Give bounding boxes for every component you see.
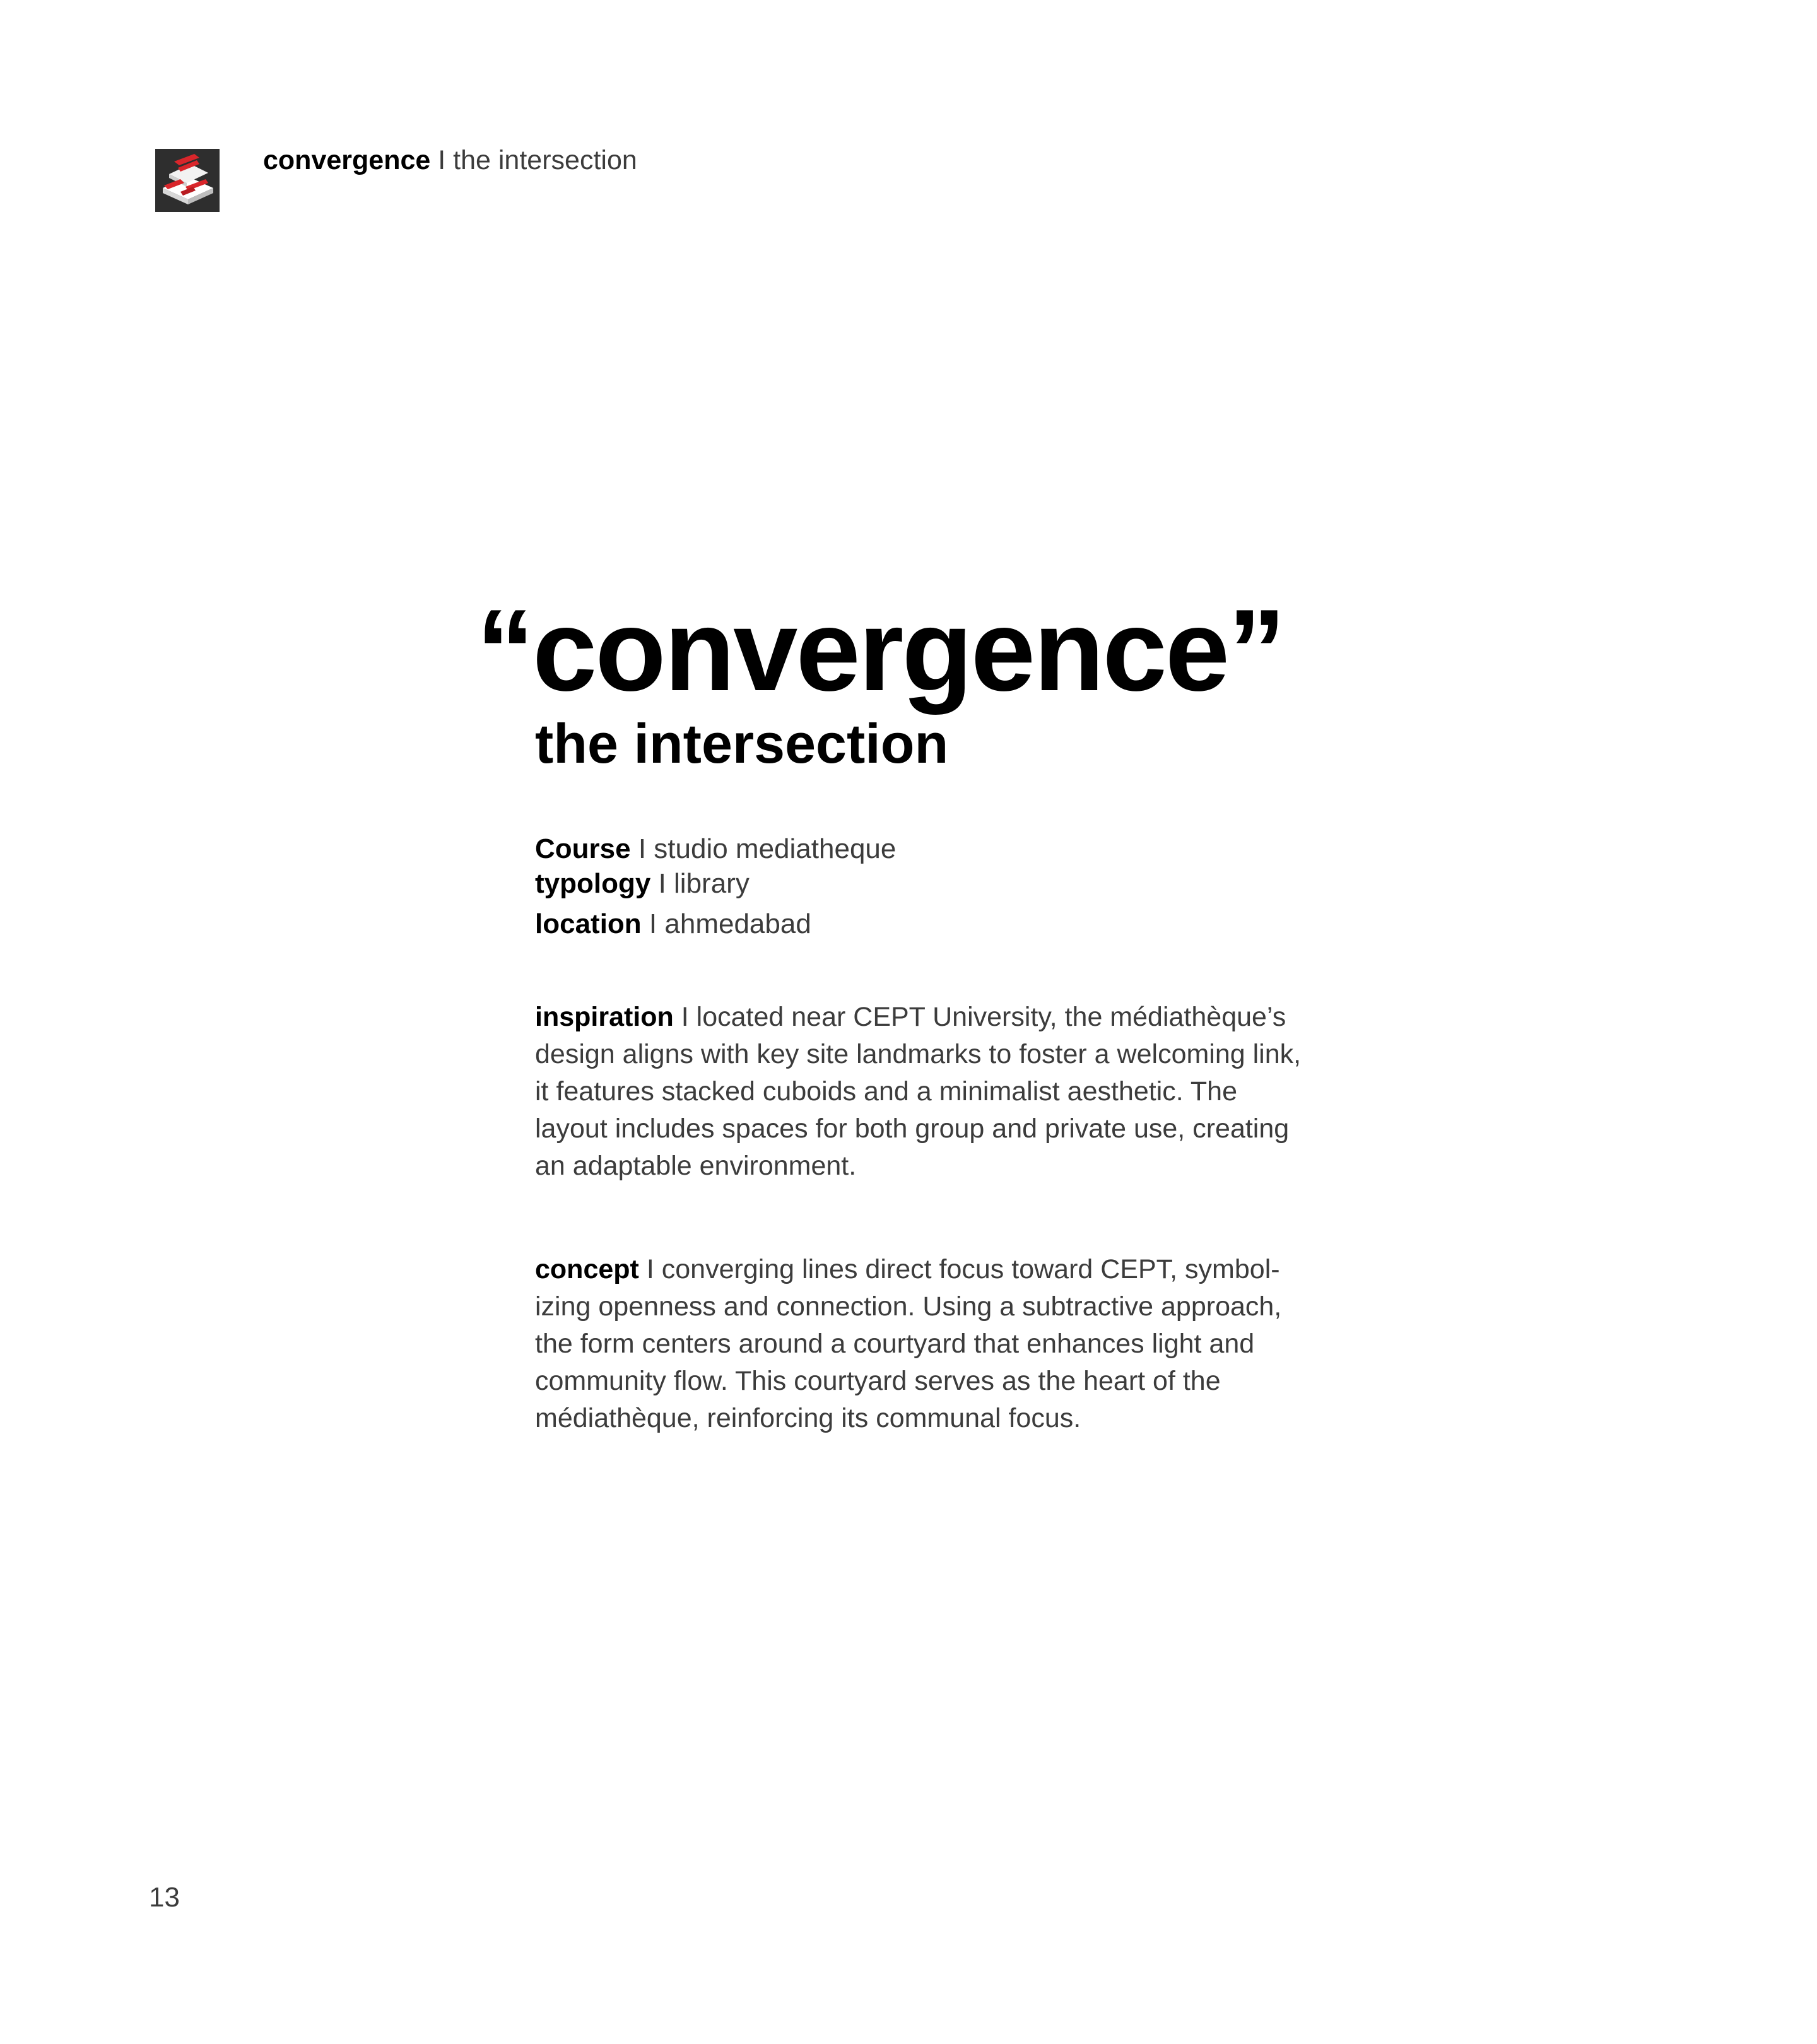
info-typology: [535, 866, 750, 902]
running-header-subtitle: the intersection: [453, 145, 637, 175]
info-location-value: ahmedabad: [664, 908, 811, 939]
info-location-separator: I: [649, 908, 657, 939]
page-subtitle: the intersection: [535, 712, 949, 775]
info-course-value: studio mediatheque: [654, 833, 897, 864]
info-typology-label: typology: [535, 868, 651, 899]
inspiration-text: located near CEPT University, the médiathèque’s design aligns with key site landmarks to foster a welcoming link, it features stacked cuboids and a minimalist aesthetic. The layout includes spaces for both group and private use, creating an adaptable environment.: [535, 1002, 1302, 1181]
concept-separator: I: [646, 1254, 654, 1284]
info-course-label: Course: [535, 833, 631, 864]
concept-label: concept: [535, 1254, 639, 1284]
page-number: 13: [149, 1882, 180, 1913]
concept-paragraph: [535, 1251, 1311, 1437]
running-header-title: convergence: [263, 145, 431, 175]
info-typology-separator: I: [658, 868, 666, 899]
stacked-cuboid-logo-icon: [155, 149, 220, 212]
info-typology-value: library: [674, 868, 750, 899]
inspiration-separator: I: [681, 1002, 689, 1032]
inspiration-paragraph: [535, 999, 1311, 1185]
project-logo: [155, 149, 220, 212]
running-header-separator: I: [438, 145, 446, 175]
inspiration-label: inspiration: [535, 1002, 674, 1032]
concept-text: converging lines direct focus toward CEPT, symbol-izing openness and connection. Using a subtractive approach, the form centers around a courtyard that enhances light and community flow. This courtyard serves as the heart of the médiathèque, reinforcing its communal focus.: [535, 1254, 1282, 1433]
running-header: [263, 143, 637, 178]
info-course-separator: I: [638, 833, 647, 864]
info-location-label: location: [535, 908, 642, 939]
info-course: [535, 831, 896, 867]
info-location: [535, 907, 811, 942]
page-title: “convergence”: [476, 585, 1285, 715]
